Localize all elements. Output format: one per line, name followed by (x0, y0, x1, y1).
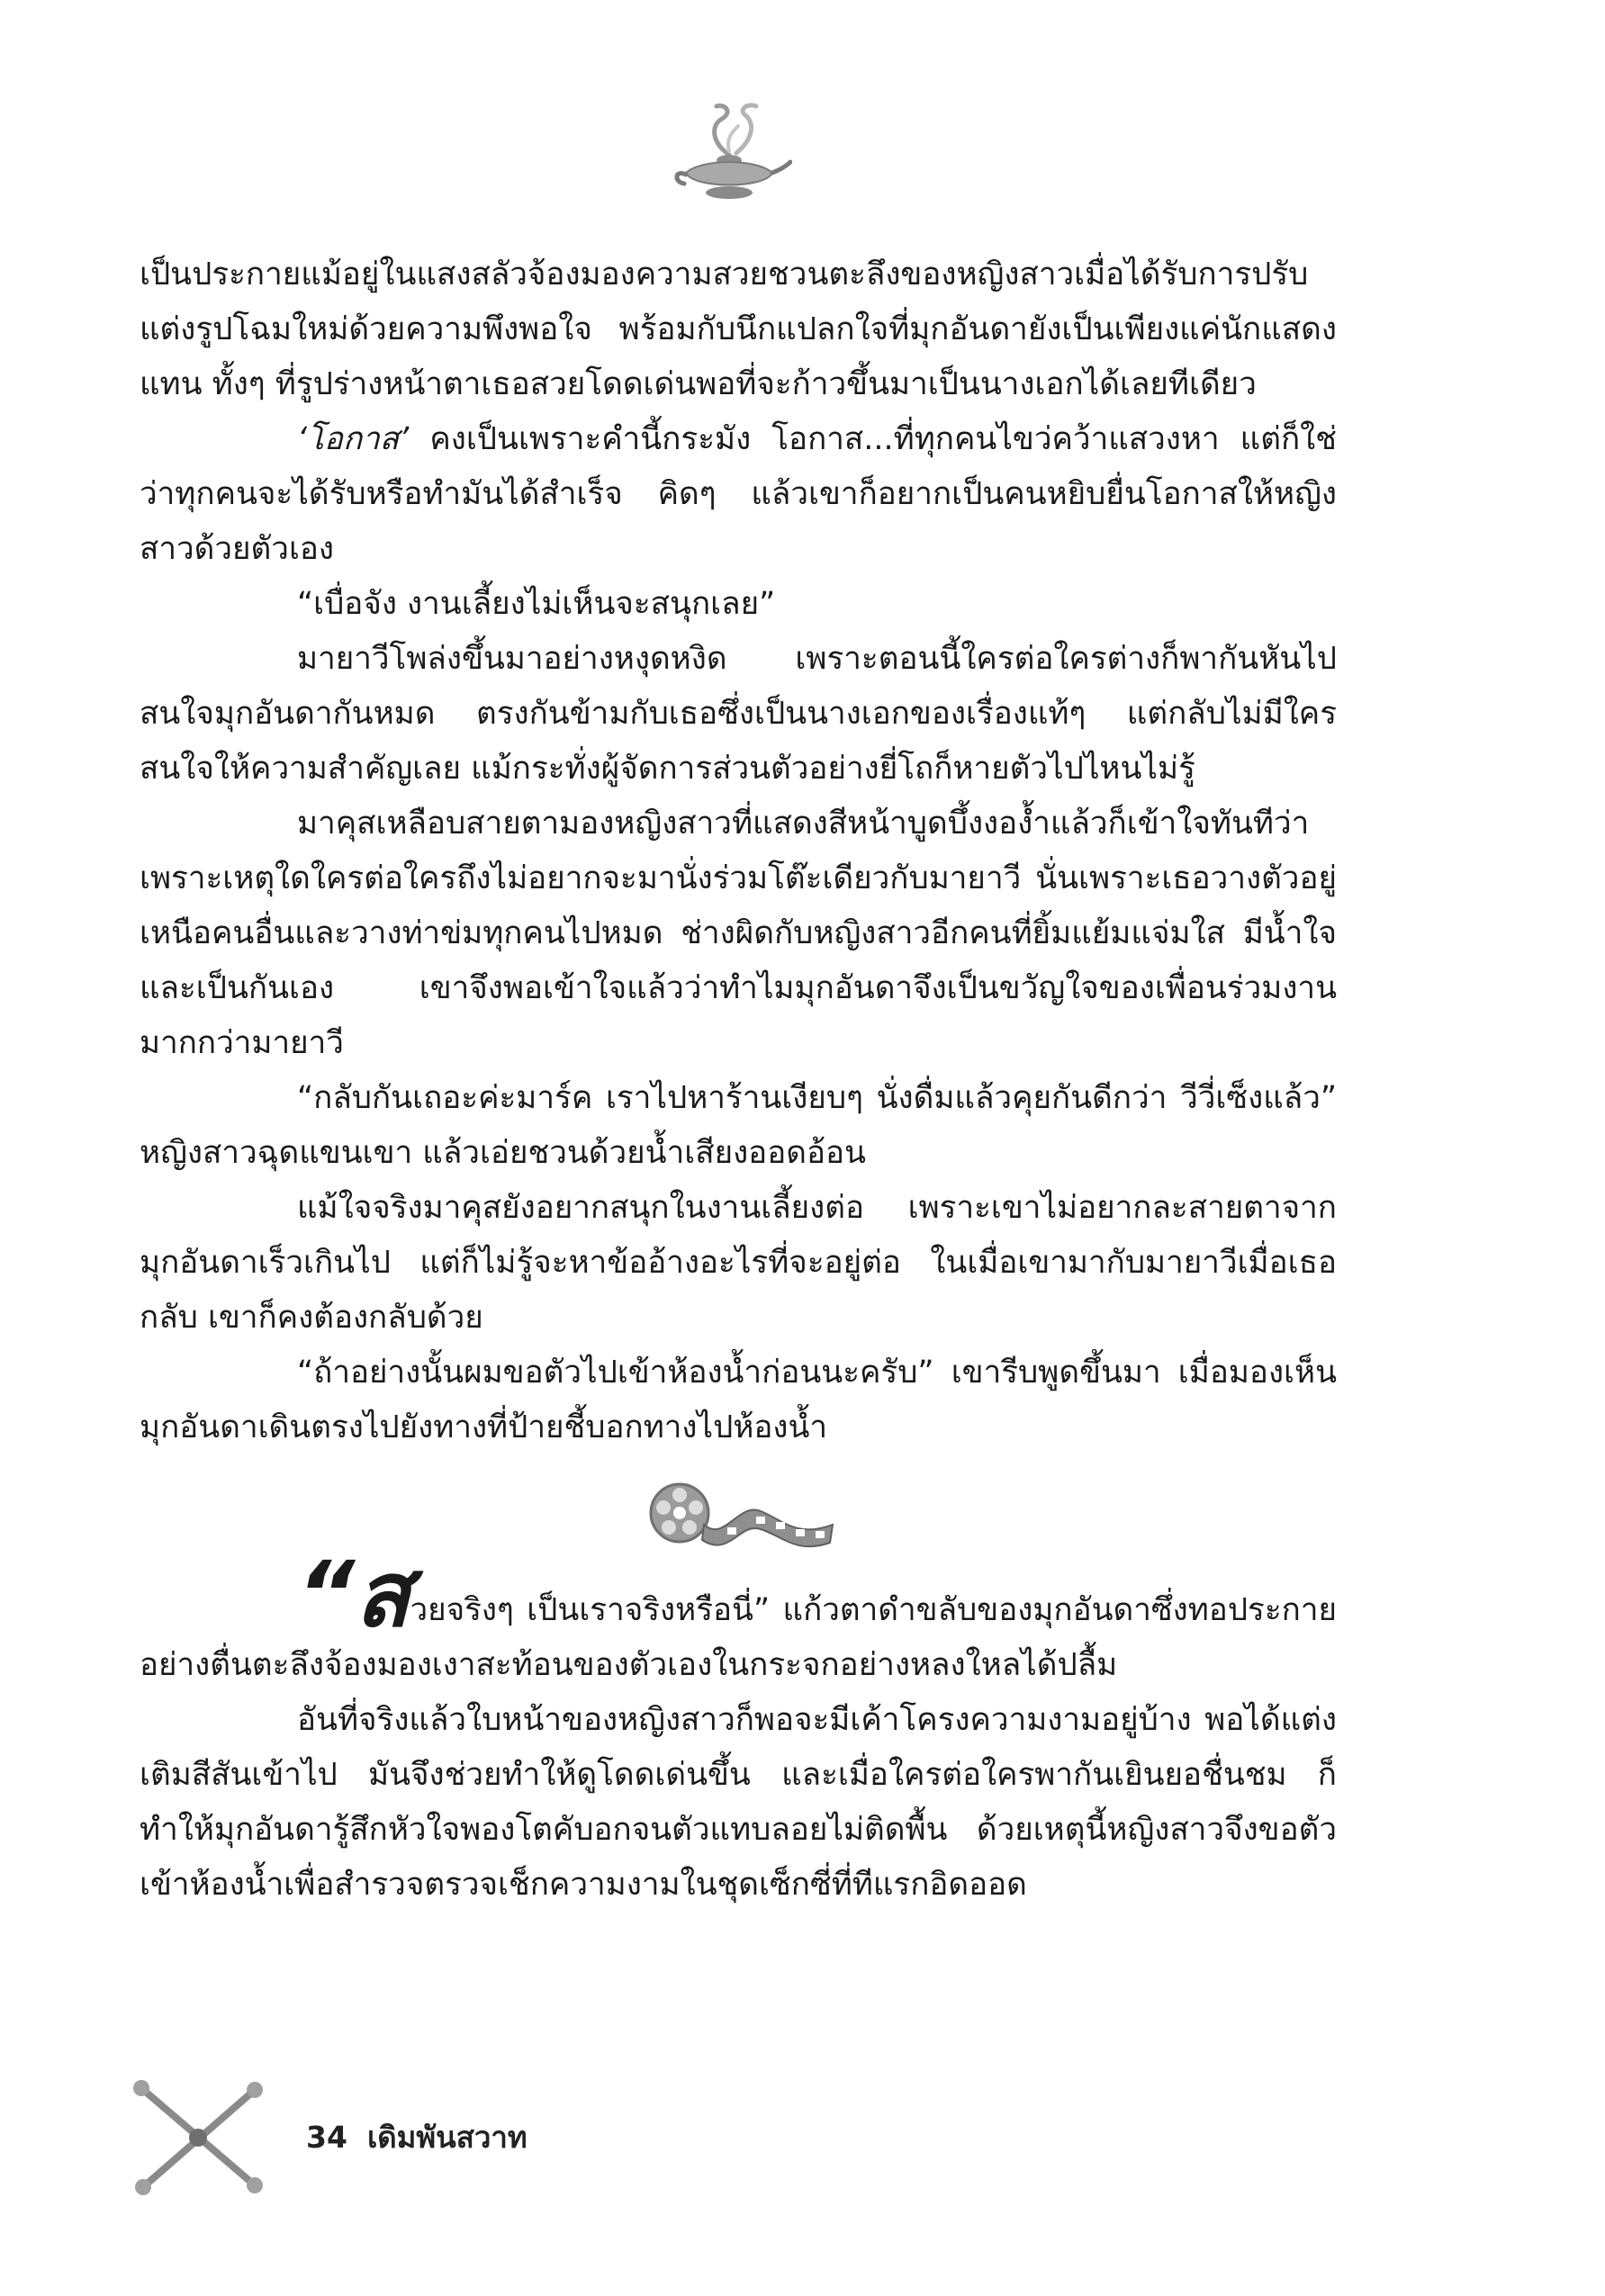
paragraph-3: “เบื่อจัง งานเลี้ยงไม่เห็นจะสนุกเลย” (297, 586, 776, 622)
genie-lamp-icon (666, 99, 792, 216)
page-footer (131, 2070, 581, 2205)
paragraph-9-text: วยจริงๆ เป็นเราจริงหรือนี่” แก้วตาดำขลับของมุกอันดาซึ่งทอประกายอย่างตื่นตะลึงจ้องมองเงาสะท้อนของตัวเองในกระจกอย่างหลงใหลได้ปลื้ม (140, 1592, 1337, 1683)
italic-word: ‘โอกาส’ (297, 421, 410, 457)
paragraph-7: แม้ใจจริงมาคุสยังอยากสนุกในงานเลี้ยงต่อ เพราะเขาไม่อยากละสายตาจากมุกอันดาเร็วเกินไป แต่ก็ไม่รู้จะหาข้ออ้างอะไรที่จะอยู่ต่อ ในเมื่อเขามากับมายาวีเมื่อเธอกลับ เขาก็คงต้องกลับด้วย (140, 1190, 1337, 1336)
drop-cap: “ส (297, 1542, 410, 1647)
paragraph-2-text: คงเป็นเพราะคำนี้กระมัง โอกาส...ที่ทุกคนไขว่คว้าแสวงหา แต่ก็ใช่ว่าทุกคนจะได้รับหรือทำมันได้สำเร็จ คิดๆ แล้วเขาก็อยากเป็นคนหยิบยื่นโอกาสให้หญิงสาวด้วยตัวเอง (140, 421, 1337, 567)
crossed-wrench-icon (131, 2070, 266, 2205)
paragraph-5: มาคุสเหลือบสายตามองหญิงสาวที่แสดงสีหน้าบูดบึ้งงองํ้าแล้วก็เข้าใจทันทีว่าเพราะเหตุใดใครต่อใครถึงไม่อยากจะมานั่งร่วมโต๊ะเดียวกับมายาวี นั่นเพราะเธอวางตัวอยู่เหนือคนอื่นและวางท่าข่มทุกคนไปหมด ช่างผิดกับหญิงสาวอีกคนที่ยิ้มแย้มแจ่มใส มีน้ำใจ และเป็นกันเอง เขาจึงพอเข้าใจแล้วว่าทำไมมุกอันดาจึงเป็นขวัญใจของเพื่อนร่วมงานมากกว่ามายาวี (140, 806, 1337, 1061)
footer-text (306, 2113, 527, 2161)
film-reel-icon (639, 1475, 837, 1556)
paragraph-9 (140, 1542, 1337, 1693)
paragraph-6: “กลับกันเถอะค่ะมาร์ค เราไปหาร้านเงียบๆ นั่งดื่มแล้วคุยกันดีกว่า วีวี่เซ็งแล้ว” หญิงสาวฉุดแขนเขา แล้วเอ่ยชวนด้วยน้ำเสียงออดอ้อน (140, 1080, 1337, 1171)
body-text (140, 248, 1337, 1913)
paragraph-8: “ถ้าอย่างนั้นผมขอตัวไปเข้าห้องน้ำก่อนนะครับ” เขารีบพูดขึ้นมา เมื่อมองเห็นมุกอันดาเดินตรงไปยังทางที่ป้ายชี้บอกทางไปห้องน้ำ (140, 1355, 1337, 1445)
paragraph-1: เป็นประกายแม้อยู่ในแสงสลัวจ้องมองความสวยชวนตะลึงของหญิงสาวเมื่อได้รับการปรับแต่งรูปโฉมใหม่ด้วยความพึงพอใจ พร้อมกับนึกแปลกใจที่มุกอันดายังเป็นเพียงแค่นักแสดงแทน ทั้งๆ ที่รูปร่างหน้าตาเธอสวยโดดเด่นพอที่จะก้าวขึ้นมาเป็นนางเอกได้เลยทีเดียว (140, 257, 1337, 402)
page-number: 34 (306, 2120, 347, 2155)
paragraph-4: มายาวีโพล่งขึ้นมาอย่างหงุดหงิด เพราะตอนนี้ใครต่อใครต่างก็พากันหันไปสนใจมุกอันดากันหมด ตรงกันข้ามกับเธอซึ่งเป็นนางเอกของเรื่องแท้ๆ แต่กลับไม่มีใครสนใจให้ความสำคัญเลย แม้กระทั่งผู้จัดการส่วนตัวอย่างยี่โถก็หายตัวไปไหนไม่รู้ (140, 641, 1337, 787)
paragraph-2 (140, 412, 1337, 577)
paragraph-10: อันที่จริงแล้วใบหน้าของหญิงสาวก็พอจะมีเค้าโครงความงามอยู่บ้าง พอได้แต่งเติมสีสันเข้าไป มันจึงช่วยทำให้ดูโดดเด่นขึ้น และเมื่อใครต่อใครพากันเยินยอชื่นชม ก็ทำให้มุกอันดารู้สึกหัวใจพองโตคับอกจนตัวแทบลอยไม่ติดพื้น ด้วยเหตุนี้หญิงสาวจึงขอตัวเข้าห้องน้ำเพื่อสำรวจตรวจเช็กความงามในชุดเซ็กซี่ที่ทีแรกอิดออด (140, 1702, 1337, 1903)
book-title: เดิมพันสวาท (366, 2120, 527, 2155)
